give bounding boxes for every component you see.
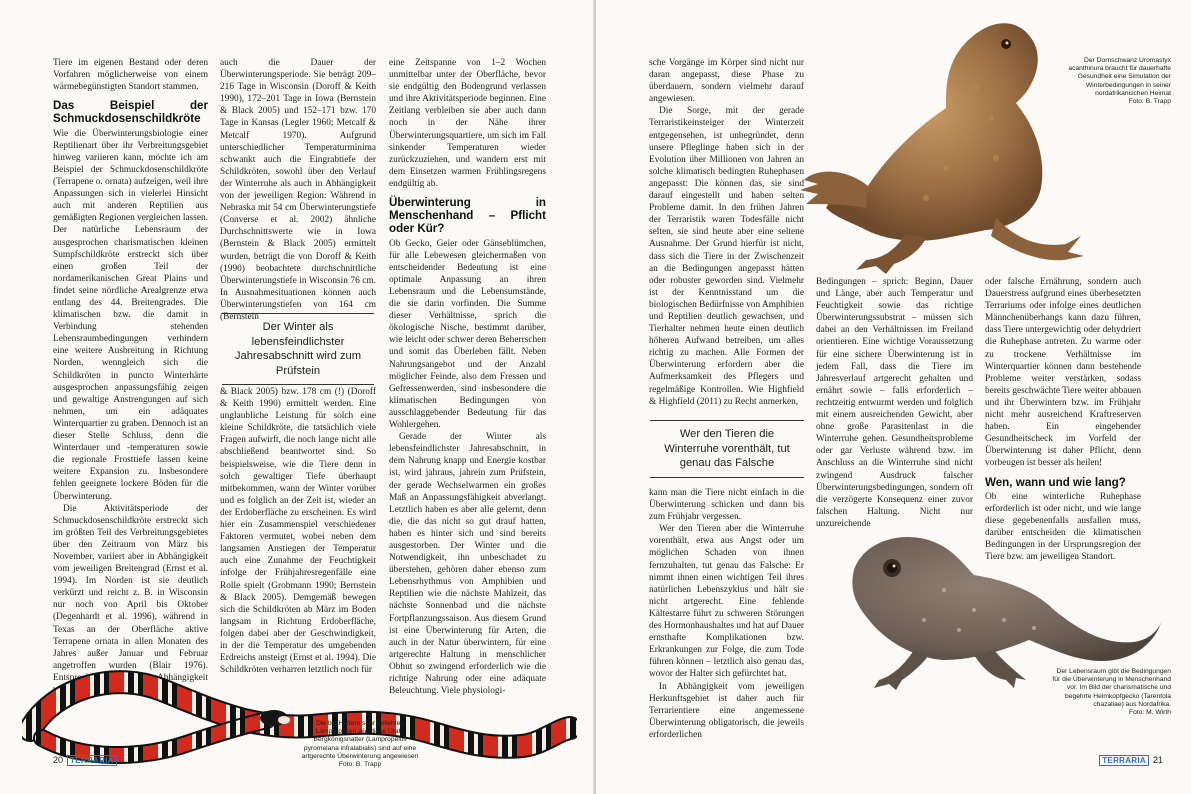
paragraph: Die Aktivitätsperiode der Schmuckdosenschildkröte erstreckt sich im größten Teil des Verbreitungsgebietes über den Zeitraum von März bis November, variiert aber in Abhängigkeit vom jeweiligen Breitengrad (Ernst et al. 1994). Im Norden ist sie deutlich verkürzt und reicht z. B. in Wisconsin nur noch von April bis Oktober (Degenhardt et al. 1996), während in Texas an der Oberfläche aktive Terrapene ornata in allen Monaten des Jahres außer Januar und Februar angetroffen wurden (Blair 1976). Entsprechend variiert in Abhängigkeit vom Breitengrad — [53, 503, 208, 695]
paragraph: Ob Gecko, Geier oder Gänseblümchen, für alle Lebewesen gleichermaßen von entscheidender Bedeutung ist eine optimale Anpassung an ihren Lebensraum und die Lebensumstände, die sie darin vorfinden. Die Summe dieser Verhältnisse, sprich die ökologische Nische, bestimmt darüber, wie leicht oder schwer deren Beherrschen und somit das Überleben fällt. Neben Nahrungsangebot und der Anzahl möglicher Feinde, also dem Fressen und Gefressenwerden, sind insbesondere die klimatischen Bedingungen von ausschlaggebender Bedeutung für das Wohlergehen. — [389, 238, 546, 431]
right-column-1-continued — [649, 487, 804, 741]
paragraph: eine Zeitspanne von 1–2 Wochen unmittelbar unter der Oberfläche, bevor sie endgültig den Bodengrund verlassen und ihre Aktivitätsperiode beginnen. Eine Zeitlang verbleiben sie aber auch dann noch in der Nähe ihrer Überwinterungsquartiere, um sich im Fall sinkender Temperaturen wieder zurückzuziehen, und wandern erst mit dem Einsetzen warmen Frühlingsregens endgültig ab. — [389, 58, 546, 189]
uromastyx-photo — [796, 8, 1086, 276]
photo-credit: Foto: B. Trapp — [1128, 98, 1171, 106]
paragraph: & Black 2005) bzw. 178 cm (!) (Doroff & Keith 1990) ermittelt werden. Eine unglaubliche Leistung für solch eine kleine Schildkröte, die tatsächlich viele Fragen aufwirft, die noch lange nicht alle abschließend beantwortet sind. So beispielsweise, wie die Tiere denn in solch gewaltiger Tiefe überhaupt mitbekommen, wann der Winter vorüber und es folglich an der Zeit ist, wieder an der Erdoberfläche zu erscheinen. Es wird hier ein Zusammenspiel verschiedener Faktoren vermutet, wobei neben dem langsamen Anstiegen der Temperatur auch eine Zunahme der Feuchtigkeit infolge der Frühjahresregenfälle eine Rolle spielt (Grobmann 1990; Bernstein & Black 2005). Demgemäß bewegen sich die Schildkröten ab März im Boden langsam in Richtung Erdoberfläche, folgen dabei aber der Geschwindigkeit, in der die Temperatur des umgebenden Erdreichs ansteigt (Ernst et al. 1994). Die Schildkröten verharren letztlich noch für — [220, 387, 376, 676]
caption-text: Der Lebensraum gibt die Bedingungen für die Überwinterung in Menschenhand vor. Im Bild der charismatische und begehrte Helmkopfgecko (Tarentola chazaliae) aus Nordafrika. — [1052, 668, 1171, 708]
helmet-gecko-photo — [834, 520, 1164, 690]
right-column-1 — [649, 57, 804, 408]
paragraph: Wer den Tieren aber die Winterruhe vorenthält, etwa aus Angst oder um möglichen Schaden von ihnen fernzuhalten, tut genau das Falsche: Er nimmt ihnen einen wichtigen Teil ihres natürlichen Lebenszyklus und hält sie nicht artgerecht. Eine fehlende Kältestarre führt zu schweren Störungen des Hormonhaushaltes und hat auf Dauer ernsthafte Komplikationen bzw. Erkrankungen zur Folge, die zum Tode führen können – letztlich also genau das, wovor der Halter sich gefürchtet hat. — [649, 524, 804, 680]
paragraph: Wie die Überwinterungsbiologie einer Reptilienart über ihr Verbreitungsgebiet hinweg variieren kann, möchte ich am Beispiel der Schmuckdosenschildkröte (Terrapene o. ornata) aufzeigen, weil ihre Anpassungen sich in vielerlei Hinsicht auch mit anderen Reptilien aus gemäßigten Regionen vergleichen lassen. Der natürliche Lebensraum der ausgesprochen charismatischen kleinen Sumpfschildkröte erstreckt sich über einen großen Teil der nordamerikanischen Great Plains und findet seine nördliche Arealgrenze etwa entlang des 44. Breitengrades. Die klimatischen bzw. die damit in Verbindung stehenden Lebensraumbedingungen verhindern eine weitere Ausbreitung in Richtung Norden, wenngleich sich die Schildkröten in puncto Winterhärte ausgesprochen anpassungsfähig zeigen und gewaltige Anstrengungen auf sich nehmen, um ein adäquates Winterquartier zu graben. Dennoch ist an dieser Stelle Schluss, denn die Winterdauer und -temperaturen sowie die regionale Frosttiefe lassen keine weitere Expansion zu. Insbesondere fehlen geeignete lockere Böden für die Überwinterung. — [53, 128, 208, 502]
section-heading: Wen, wann und wie lang? — [985, 475, 1126, 489]
page-number: 20 — [53, 755, 64, 765]
paragraph: kann man die Tiere nicht einfach in die Überwinterung schicken und dann bis zum Frühjahr vergessen. — [649, 488, 804, 523]
page-number: 21 — [1152, 755, 1163, 765]
snake-caption — [300, 720, 420, 769]
gecko-caption — [1051, 668, 1171, 717]
left-column-3 — [389, 57, 546, 697]
caption-text: Der Dornschwanz Uromastyx acanthinura braucht für dauerhafte Gesundheit eine Simulation der Winterbedingungen in seiner nordafrikanischen Heimat — [1068, 57, 1171, 97]
right-page — [596, 0, 1191, 794]
paragraph: oder falsche Ernährung, sondern auch Dauerstress aufgrund eines überbesetzten Terrariums oder infolge eines deutlichen Männchenüberhangs kann dazu führen, dass Tiere untergewichtig oder dehydriert die Ruhephase antreten. Zu warme oder zu trockene Verhältnisse im Winterquartier können dann bestehende Probleme weiter verstärken, sodass bereits geschwächte Tiere weiter abbauen und ihr Überwintern bzw. im Frühjahr nicht mehr ausreichend Kraftreserven haben. Ein eingehender Gesundheitscheck im Vorfeld der Überwinterung ist daher Pflicht, denn vorbeugen ist besser als heilen! — [985, 277, 1141, 469]
uromastyx-caption — [1051, 57, 1171, 106]
section-heading: Überwinterung in Menschenhand – Pflicht oder Kür? — [389, 196, 546, 236]
pull-quote: Wer den Tieren die Winterruhe vorenthält, tut genau das Falsche — [650, 420, 804, 478]
page-footer-right — [1095, 755, 1163, 766]
paragraph: sche Vorgänge im Körper sind nicht nur daran angepasst, diese Phase zu überdauern, sondern vielmehr darauf angewiesen. — [649, 58, 804, 105]
paragraph: Bedingungen – sprich: Beginn, Dauer und Länge, aber auch Temperatur und Feuchtigkeit sowie das richtige Überwinterungssubstrat – müssen sich dabei an den Verhältnissen im Freiland orientieren. Eine wichtige Voraussetzung für eine sichere Überwinterung ist in jedem Fall, dass die Tiere im Jahresverlauf artgerecht gehalten und ernährt sowie – falls erforderlich – rechtzeitig entwurmt werden und folglich mit einem ausreichenden Gewicht, aber ohne große Parasitenlast in die Winterruhe gehen. Gesundheitsprobleme oder gar Verluste während bzw. im Anschluss an die Winterruhe sind nicht zwingend Ausdruck falscher Überwinterungsbedingungen, sondern oft die verzögerte Konsequenz einer zuvor falschen Haltung. Nicht nur unzureichende — [816, 277, 973, 529]
paragraph: In Abhängigkeit vom jeweiligen Herkunftsgebiet ist daher auch für Terrarientiere eine angemessene Überwinterung obligatorisch, die jeweils erforderlichen — [649, 681, 804, 740]
paragraph: Tiere im eigenen Bestand oder deren Vorfahren möglicherweise von einem wärmebegünstigten Standort stammen. — [53, 58, 208, 93]
pull-quote: Der Winter als lebensfeindlichster Jahresabschnitt wird zum Prüfstein — [222, 313, 374, 385]
left-column-1 — [53, 57, 208, 696]
page-footer-left — [53, 755, 121, 766]
magazine-logo: TERRARIA — [67, 755, 117, 766]
photo-credit: Foto: B. Trapp — [338, 761, 382, 769]
paragraph: Gerade der Winter als lebensfeindlichster Jahresabschnitt, in dem Nahrung knapp und Energie kostbar ist, wird jahraus, jahrein zum Prüfstein, der gerade Wechselwarmen ein großes Maß an Anpassungsfähigkeit abverlangt. Letztlich haben es aber alle gelernt, denn die, die das nicht so gut drauf hatten, haben es hinter sich und sind bereits ausgestorben. Der Winter und die Notwendigkeit, ihn unbeschadet zu überstehen, gehören daher ebenso zum Lebensrhythmus von Amphibien und Reptilien wie die nächste Mahlzeit, das nächste Sonnenbad und die nächste Fortpflanzungssaison. Aus diesem Grund ist eine Überwinterung für Arten, die auch in der Natur überwintern, für eine artgerechte Haltung in menschlicher Obhut so zwingend erforderlich wie die richtige Nahrung oder eine adäquate Beleuchtung. Viele physiologi- — [389, 432, 546, 697]
caption-text: Die bei Haltern sehr beliebten Lampropelten wie diese Utah-Bergkönigsnatter (Lampropeltis pyromelana infralabialis) sind auf eine artgerechte Überwinterung angewiesen — [301, 720, 419, 760]
paragraph: Ob eine winterliche Ruhephase erforderlich ist oder nicht, und wie lange diese gegebenenfalls ausfallen muss, darüber entscheiden die klimatischen Bedingungen in der Ursprungsregion der Tiere bzw. am jeweiligen Standort. — [985, 491, 1141, 563]
photo-credit: Foto: M. Wirth — [1129, 709, 1171, 717]
left-column-2-continued — [220, 386, 376, 676]
left-column-2 — [220, 57, 376, 323]
right-column-2 — [816, 276, 973, 530]
paragraph: Die Sorge, mit der gerade Terraristikeinsteiger der Winterzeit entgegensehen, ist unbegründet, denn unsere Pfleglinge haben sich in der Evolution über Millionen von Jahren an solche klimatisch bedingten Ruhephasen angepasst: Die können das, sie sind darauf eingestellt und haben selten Probleme damit. In den frühen Jahren der Terraristik waren Todesfälle nicht selten, sie sind heute aber eine seltene Ausnahme. Der Grund hierfür ist nicht, dass sich die Tiere in der Zwischenzeit an die Bedingungen angepasst hätten oder robuster geworden sind. Vielmehr ist der Kenntnisstand um die biologischen Bedürfnisse von Amphibien und Reptilien deutlich gewachsen, und Tierhalter nehmen heute einen deutlich höheren Aufwand betreiben, um alles richtig zu machen. Alle Formen der Überwinterung erfordern aber die Aufmerksamkeit des Pflegers und regelmäßige Kontrollen. Wie Highfield & Highfield (2011) zu Recht anmerken, — [649, 106, 804, 407]
paragraph: auch die Dauer der Überwinterungsperiode. Sie beträgt 209–216 Tage in Wisconsin (Doroff & Keith 1990), 172–201 Tage in Iowa (Bernstein & Black 2005) und 152–171 bzw. 170 Tage in Kansas (Legler 1960; Metcalf & Metcalf 1970). Aufgrund unterschiedlicher Temperaturminima schwankt auch die Eingrabtiefe der Schildkröten, sowohl über den Verlauf der Winterruhe als auch in Abhängigkeit von der jeweiligen Region: Während in Nebraska mit 54 cm Überwinterungstiefe (Converse et al. 2002) ähnliche Durchschnittswerte wie in Iowa (Bernstein & Black 2005) ermittelt wurden, beträgt die von Doroff & Keith (1990) beobachtete durchschnittliche Überwinterungstiefe in Wisconsin 76 cm. In Ausnahmesituationen können auch Überwinterungstiefen von 164 cm (Bernstein — [220, 58, 376, 322]
section-heading: Das Beispiel der Schmuckdosenschildkröte — [53, 99, 208, 126]
left-page — [0, 0, 595, 794]
magazine-logo: TERRARIA — [1099, 755, 1149, 766]
